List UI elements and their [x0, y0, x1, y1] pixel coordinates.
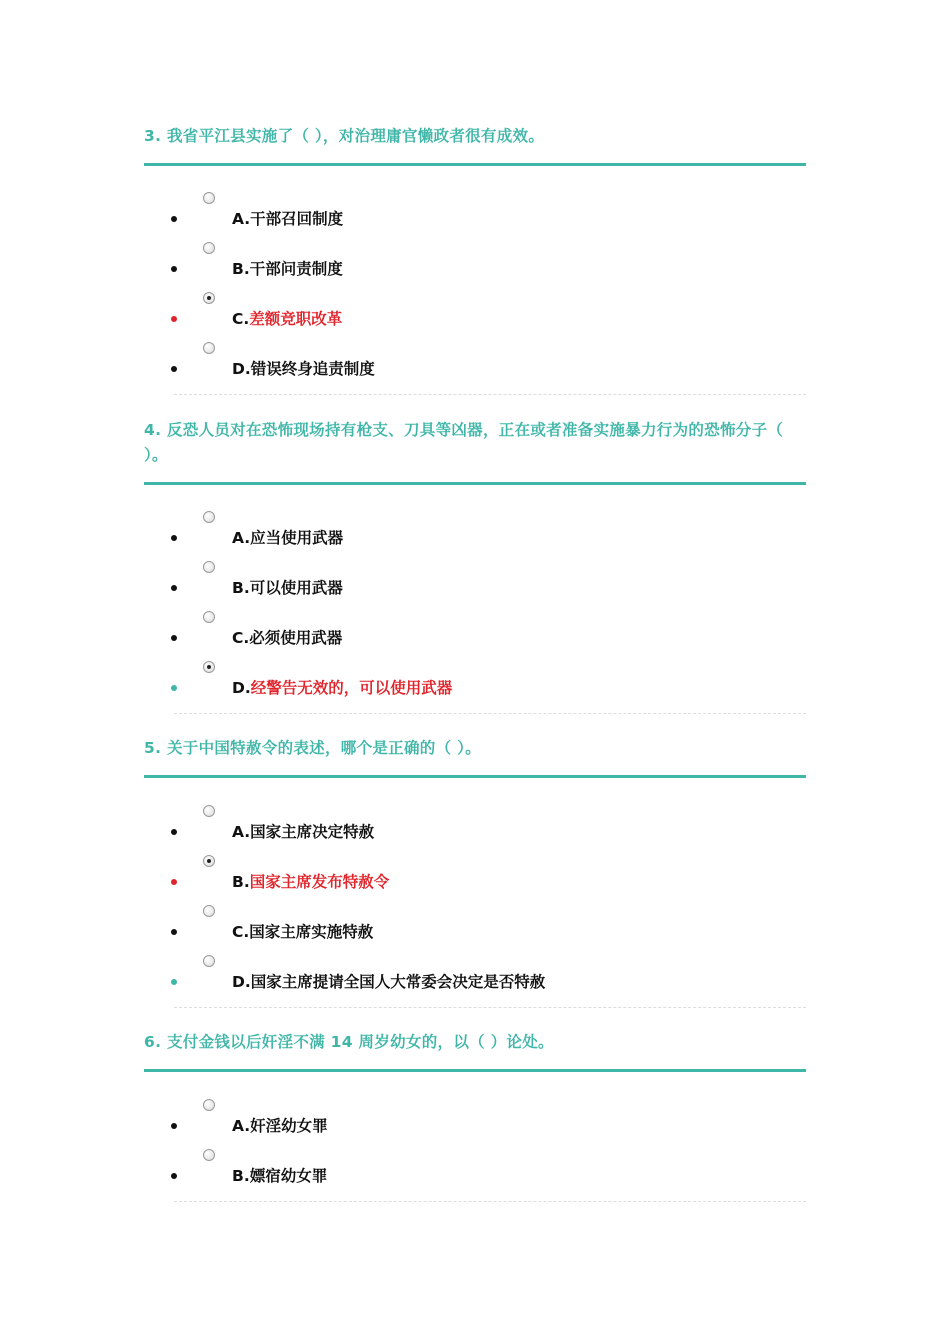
radio-button[interactable]	[203, 242, 215, 254]
option-letter: A.	[232, 210, 251, 228]
option-d[interactable]	[144, 342, 806, 388]
option-b[interactable]	[144, 855, 806, 901]
option-label-selected: 差额竞职改革	[249, 310, 343, 328]
question-6	[144, 1030, 806, 1072]
question-divider	[144, 775, 806, 778]
radio-button[interactable]	[203, 955, 215, 967]
question-6-options	[144, 1099, 806, 1209]
option-letter: D.	[232, 679, 251, 697]
radio-button[interactable]	[203, 1099, 215, 1111]
question-separator	[174, 713, 806, 714]
option-label: 干部问责制度	[249, 260, 343, 278]
option-label: 应当使用武器	[250, 529, 344, 547]
option-label: 国家主席提请全国人大常委会决定是否特赦	[250, 973, 546, 991]
question-3-options	[144, 192, 806, 402]
option-c[interactable]	[144, 292, 806, 338]
question-title: 3. 我省平江县实施了（ ），对治理庸官懒政者很有成效。	[144, 127, 545, 145]
question-title: 4. 反恐人员对在恐怖现场持有枪支、刀具等凶器，正在或者准备实施暴力行为的恐怖分子（ ）。	[144, 421, 784, 464]
radio-button-checked[interactable]	[203, 661, 215, 673]
bullet-icon	[171, 316, 177, 322]
option-label: 国家主席决定特赦	[250, 823, 375, 841]
option-b[interactable]	[144, 242, 806, 288]
option-a[interactable]	[144, 805, 806, 851]
question-divider	[144, 482, 806, 485]
question-divider	[144, 163, 806, 166]
radio-button[interactable]	[203, 511, 215, 523]
option-letter: B.	[232, 260, 250, 278]
radio-button[interactable]	[203, 1149, 215, 1161]
option-letter: B.	[232, 873, 250, 891]
question-title: 5. 关于中国特赦令的表述，哪个是正确的（ ）。	[144, 739, 481, 757]
option-label-selected: 国家主席发布特赦令	[249, 873, 390, 891]
bullet-icon	[171, 266, 177, 272]
radio-button[interactable]	[203, 611, 215, 623]
bullet-icon	[171, 685, 177, 691]
bullet-icon	[171, 979, 177, 985]
radio-button[interactable]	[203, 905, 215, 917]
radio-button[interactable]	[203, 805, 215, 817]
bullet-icon	[171, 829, 177, 835]
bullet-icon	[171, 635, 177, 641]
radio-button-checked[interactable]	[203, 292, 215, 304]
option-a[interactable]	[144, 1099, 806, 1145]
option-letter: C.	[232, 310, 250, 328]
question-separator	[174, 394, 806, 395]
question-separator	[174, 1201, 806, 1202]
option-d[interactable]	[144, 661, 806, 707]
option-letter: B.	[232, 579, 250, 597]
question-5-options	[144, 805, 806, 1015]
question-4-options	[144, 511, 806, 721]
option-c[interactable]	[144, 611, 806, 657]
radio-button-checked[interactable]	[203, 855, 215, 867]
question-4	[144, 418, 806, 485]
bullet-icon	[171, 366, 177, 372]
bullet-icon	[171, 1123, 177, 1129]
option-c[interactable]	[144, 905, 806, 951]
option-letter: B.	[232, 1167, 250, 1185]
option-letter: C.	[232, 923, 250, 941]
question-title: 6. 支付金钱以后奸淫不满 14 周岁幼女的，以（ ）论处。	[144, 1033, 554, 1051]
bullet-icon	[171, 216, 177, 222]
bullet-icon	[171, 585, 177, 591]
question-separator	[174, 1007, 806, 1008]
option-label: 干部召回制度	[250, 210, 344, 228]
option-a[interactable]	[144, 192, 806, 238]
option-label: 必须使用武器	[249, 629, 343, 647]
bullet-icon	[171, 1173, 177, 1179]
option-letter: A.	[232, 529, 251, 547]
option-d[interactable]	[144, 955, 806, 1001]
radio-button[interactable]	[203, 192, 215, 204]
bullet-icon	[171, 879, 177, 885]
option-letter: D.	[232, 973, 251, 991]
question-5	[144, 736, 806, 778]
question-divider	[144, 1069, 806, 1072]
option-a[interactable]	[144, 511, 806, 557]
bullet-icon	[171, 929, 177, 935]
option-letter: A.	[232, 823, 251, 841]
radio-button[interactable]	[203, 342, 215, 354]
bullet-icon	[171, 535, 177, 541]
option-letter: D.	[232, 360, 251, 378]
option-letter: C.	[232, 629, 250, 647]
option-b[interactable]	[144, 1149, 806, 1195]
option-label: 奸淫幼女罪	[250, 1117, 328, 1135]
option-label: 国家主席实施特赦	[249, 923, 374, 941]
option-label: 错误终身追责制度	[250, 360, 375, 378]
option-label: 嫖宿幼女罪	[249, 1167, 328, 1185]
option-label-selected: 经警告无效的，可以使用武器	[250, 679, 453, 697]
option-b[interactable]	[144, 561, 806, 607]
option-label: 可以使用武器	[249, 579, 343, 597]
radio-button[interactable]	[203, 561, 215, 573]
question-3	[144, 124, 806, 166]
option-letter: A.	[232, 1117, 251, 1135]
